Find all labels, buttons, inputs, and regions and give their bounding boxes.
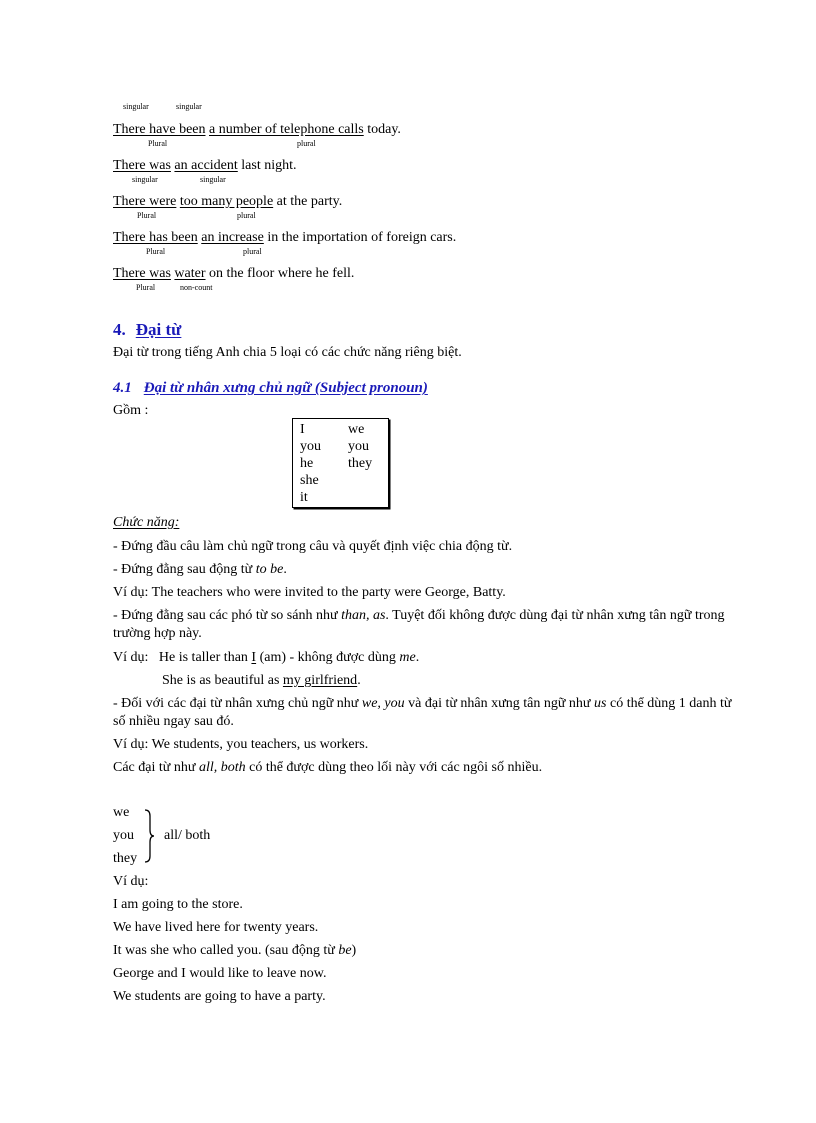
noun-phrase: an accident [174, 158, 238, 173]
pronoun-cell: you [348, 439, 369, 454]
rest-text: in the importation of foreign cars. [263, 230, 457, 245]
section-title[interactable]: Đại từ [135, 320, 182, 339]
number-label: Plural [148, 139, 168, 148]
section-heading [113, 320, 181, 340]
paragraph: - Đứng đằng sau động từ to be. [113, 562, 287, 577]
subsection-heading [113, 380, 428, 397]
example-sentence [113, 266, 354, 282]
number-label: plural [237, 211, 256, 220]
example-sentence [113, 122, 401, 138]
section-intro: Đại từ trong tiếng Anh chia 5 loại có các chức năng riêng biệt. [113, 345, 462, 360]
number-label: Plural [136, 283, 156, 292]
number-label: plural [243, 247, 262, 256]
function-heading: Chức năng: [113, 515, 180, 530]
noun-phrase: water [174, 266, 206, 281]
paragraph: - Đứng đằng sau các phó từ so sánh như than, as. Tuyệt đối không được dùng đại từ nhân xưng tân ngữ trong trường hợp này. [113, 608, 725, 641]
section-number: 4. [113, 320, 126, 339]
paragraph: Ví dụ: The teachers who were invited to the party were George, Batty. [113, 585, 506, 600]
example-sentence: We students are going to have a party. [113, 989, 326, 1004]
rest-text: at the party. [273, 194, 343, 209]
subject-phrase: There has been [113, 230, 198, 245]
number-label: singular [132, 175, 158, 184]
example-heading: Ví dụ: [113, 874, 149, 889]
paragraph: Ví dụ: He is taller than I (am) - không được dùng me. [113, 650, 420, 665]
noun-phrase: too many people [179, 194, 274, 209]
subject-phrase: There were [113, 194, 177, 209]
top-label-2: singular [176, 102, 202, 111]
paragraph: She is as beautiful as my girlfriend. [162, 673, 361, 688]
number-label: singular [200, 175, 226, 184]
paragraph: Ví dụ: We students, you teachers, us workers. [113, 737, 369, 752]
noun-phrase: a number of telephone calls [209, 122, 364, 137]
number-label: plural [297, 139, 316, 148]
pronoun-cell: he [300, 456, 314, 471]
number-label: Plural [137, 211, 157, 220]
pronoun-cell: we [348, 422, 365, 437]
gom-label: Gồm : [113, 403, 149, 418]
pronoun-cell: you [300, 439, 321, 454]
pronoun-cell: I [300, 422, 305, 437]
brace-item: we [113, 805, 130, 820]
example-sentence [113, 194, 342, 210]
subsection-number: 4.1 [113, 380, 132, 396]
paragraph: Các đại từ như all, both có thể được dùng theo lối này với các ngôi số nhiều. [113, 760, 543, 775]
number-label: Plural [146, 247, 166, 256]
subject-phrase: There was [113, 266, 171, 281]
right-brace-icon [142, 808, 156, 864]
top-label-1: singular [123, 102, 149, 111]
pronoun-cell: they [348, 456, 373, 471]
paragraph: - Đứng đầu câu làm chủ ngữ trong câu và quyết định việc chia động từ. [113, 539, 513, 554]
subject-phrase: There have been [113, 122, 206, 137]
number-label: non-count [180, 283, 213, 292]
example-sentence: It was she who called you. (sau động từ be) [113, 943, 357, 958]
example-sentence [113, 230, 456, 246]
subsection-title[interactable]: Đại từ nhân xưng chủ ngữ (Subject pronoun) [143, 380, 428, 396]
rest-text: on the floor where he fell. [205, 266, 355, 281]
paragraph: - Đối với các đại từ nhân xưng chủ ngữ như we, you và đại từ nhân xưng tân ngữ như us có thể dùng 1 danh từ số nhiều ngay sau đó. [113, 696, 732, 729]
pronoun-table [292, 418, 389, 508]
example-sentence: I am going to the store. [113, 897, 243, 912]
brace-label: all/ both [164, 828, 211, 843]
pronoun-cell: she [300, 473, 319, 488]
brace-item: you [113, 828, 134, 843]
example-sentence: George and I would like to leave now. [113, 966, 327, 981]
subject-phrase: There was [113, 158, 171, 173]
noun-phrase: an increase [201, 230, 264, 245]
rest-text: last night. [237, 158, 297, 173]
example-sentence: We have lived here for twenty years. [113, 920, 319, 935]
brace-item: they [113, 851, 138, 866]
pronoun-cell: it [300, 490, 308, 505]
rest-text: today. [363, 122, 401, 137]
example-sentence [113, 158, 297, 174]
